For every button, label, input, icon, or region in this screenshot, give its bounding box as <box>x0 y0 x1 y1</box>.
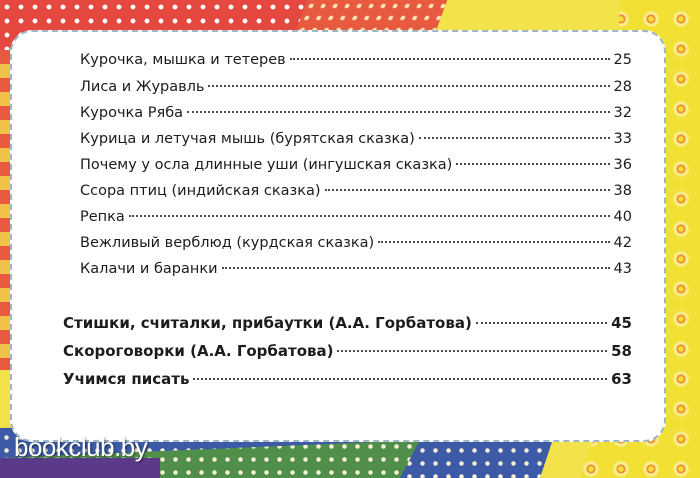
toc-entry[interactable] <box>80 261 632 277</box>
toc-entry-title: Лиса и Журавль <box>80 79 205 95</box>
dot-leader <box>456 163 609 165</box>
toc-entry-page: 28 <box>613 79 632 95</box>
toc-section-title: Учимся писать <box>63 370 190 388</box>
toc-entry[interactable] <box>80 131 632 147</box>
toc-entry-title: Курочка, мышка и тетерев <box>80 52 286 68</box>
toc-entry-title: Репка <box>80 209 125 225</box>
toc-section-title: Стишки, считалки, прибаутки (А.А. Горбатова) <box>63 314 472 332</box>
toc-entry-title: Ссора птиц (индийская сказка) <box>80 183 321 199</box>
toc-entry-page: 42 <box>613 235 632 251</box>
toc-entry-page: 33 <box>613 131 632 147</box>
dot-leader <box>337 350 607 352</box>
toc-entry[interactable] <box>80 235 632 251</box>
toc-entry-page: 43 <box>613 261 632 277</box>
dot-leader <box>193 378 607 380</box>
dot-leader <box>325 189 610 191</box>
toc-section-page: 58 <box>611 342 632 360</box>
dot-leader <box>222 267 610 269</box>
toc-entry-page: 36 <box>613 157 632 173</box>
toc-entry-page: 25 <box>613 52 632 68</box>
dot-leader <box>476 322 607 324</box>
toc-entry-title: Вежливый верблюд (курдская сказка) <box>80 235 375 251</box>
dot-leader <box>208 85 609 87</box>
toc-entry[interactable] <box>80 105 632 121</box>
toc-section-page: 45 <box>611 314 632 332</box>
dot-leader <box>290 58 610 60</box>
toc-section-title: Скороговорки (А.А. Горбатова) <box>63 342 334 360</box>
dot-leader <box>378 241 609 243</box>
toc-entry-title: Курочка Ряба <box>80 105 184 121</box>
toc-entry-title: Почему у осла длинные уши (ингушская сказка) <box>80 157 453 173</box>
toc-entry-title: Курица и летучая мышь (бурятская сказка) <box>80 131 415 147</box>
toc-section[interactable] <box>63 314 632 332</box>
dot-leader <box>187 111 609 113</box>
dot-leader <box>129 215 610 217</box>
toc-entry[interactable] <box>80 52 632 68</box>
toc-entry-page: 32 <box>613 105 632 121</box>
toc-section[interactable] <box>63 370 632 388</box>
toc-entry-page: 38 <box>613 183 632 199</box>
dot-leader <box>419 137 610 139</box>
toc-entry[interactable] <box>80 157 632 173</box>
toc-entry[interactable] <box>80 183 632 199</box>
toc-entry-page: 40 <box>613 209 632 225</box>
toc-entry-title: Калачи и баранки <box>80 261 218 277</box>
toc-entry[interactable] <box>80 209 632 225</box>
toc-section-page: 63 <box>611 370 632 388</box>
toc-entry[interactable] <box>80 79 632 95</box>
watermark-text: bookclub.by <box>14 432 148 462</box>
toc-section[interactable] <box>63 342 632 360</box>
